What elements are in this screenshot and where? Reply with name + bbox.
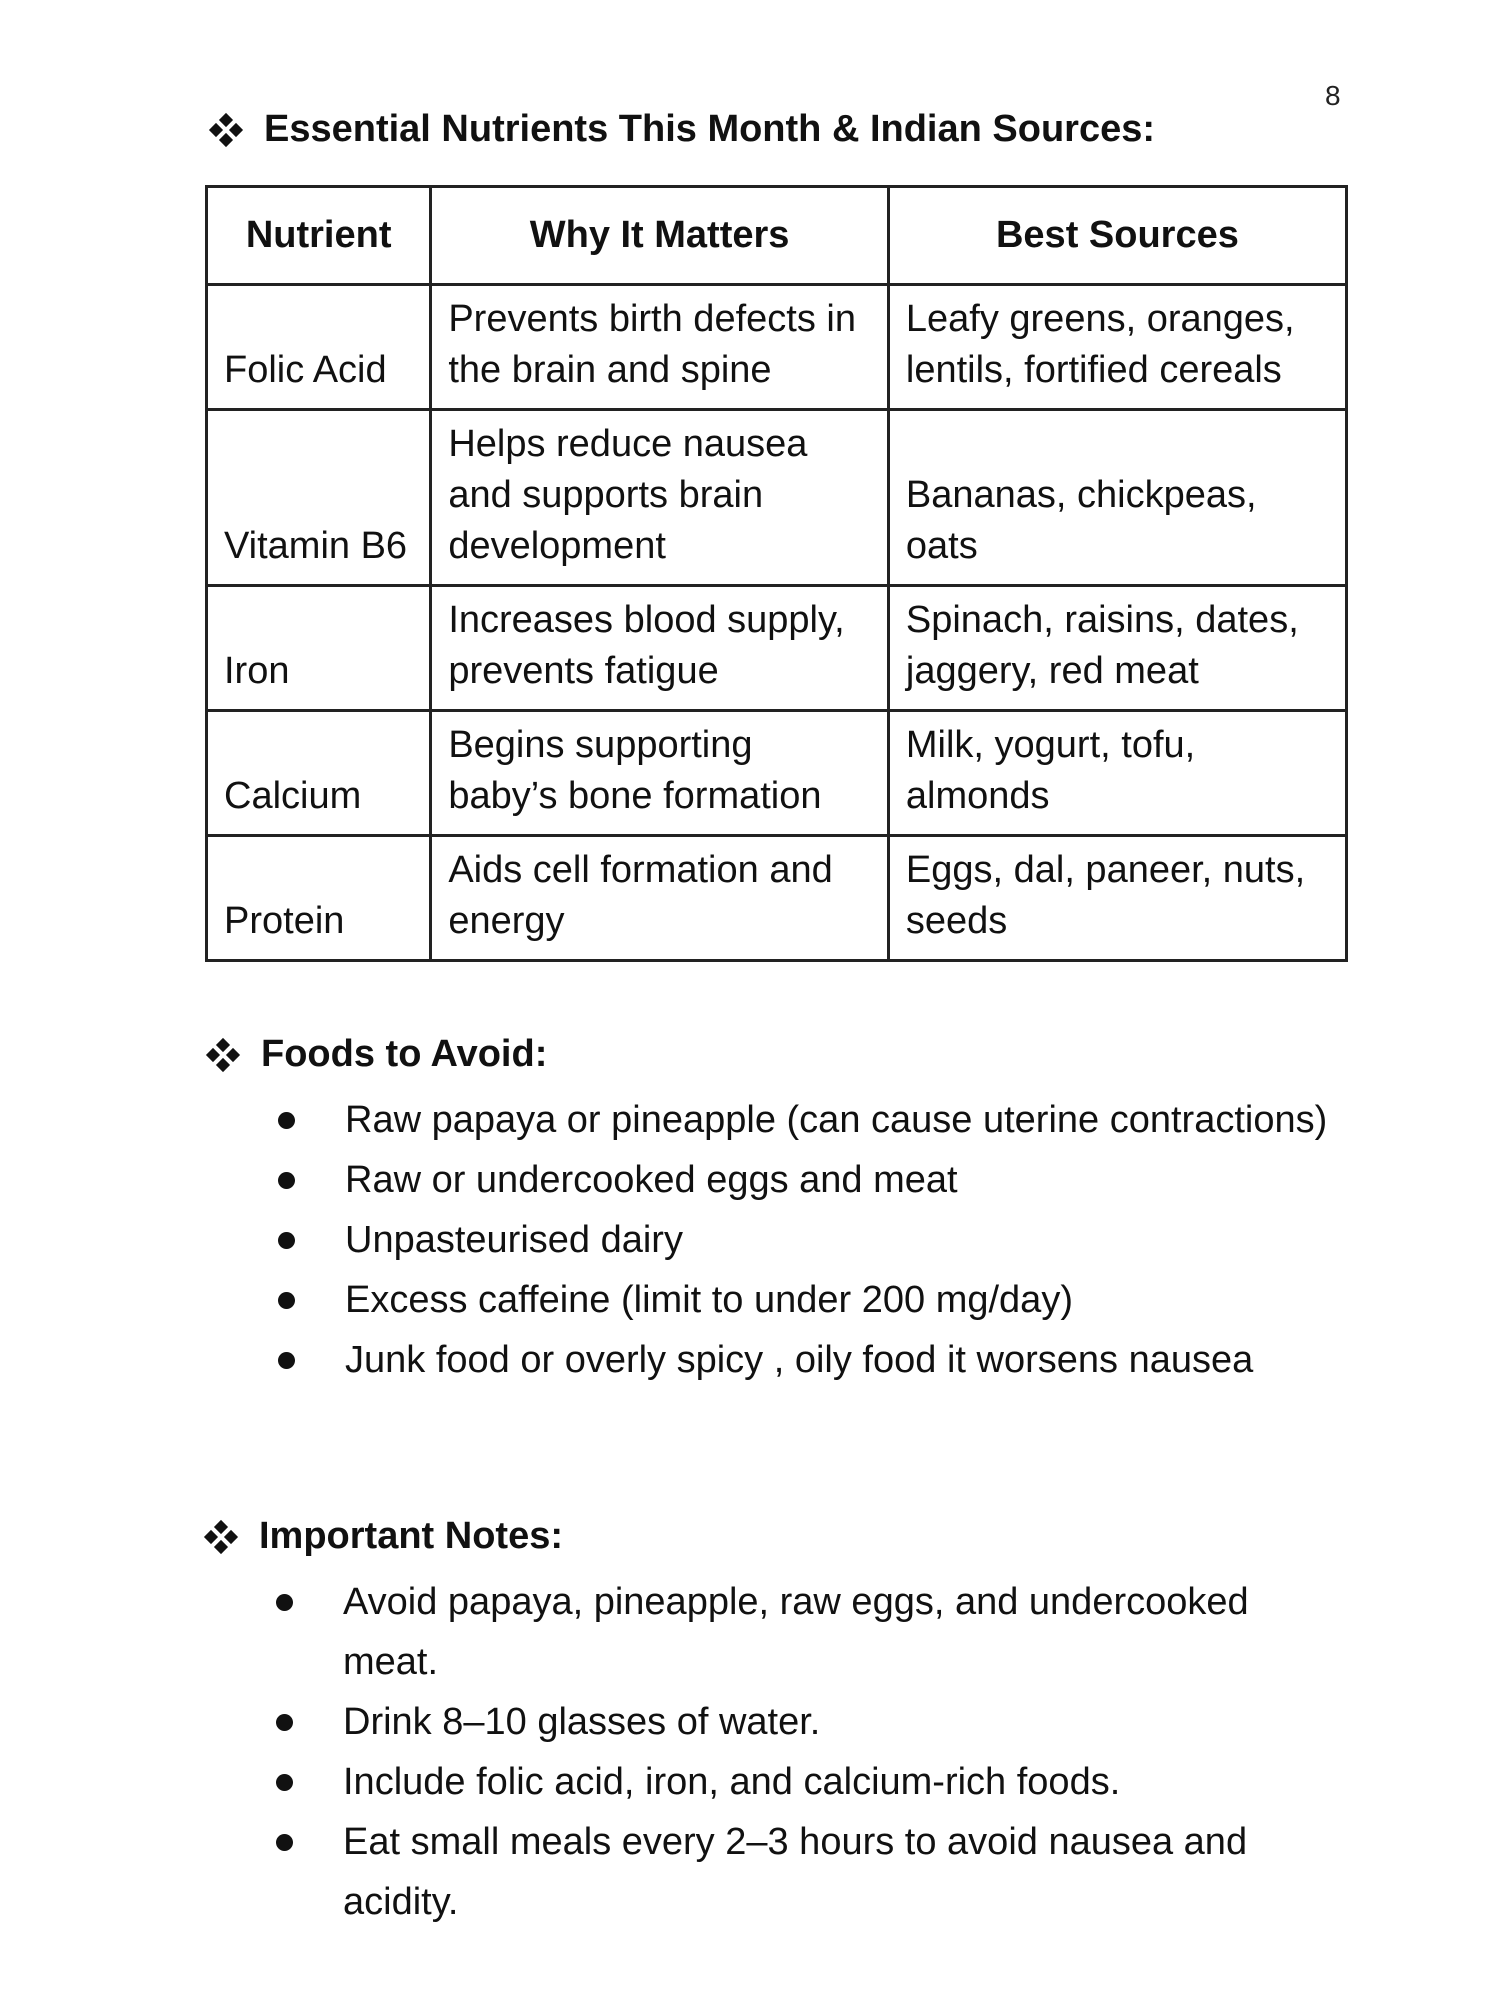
nutrient-cell: Vitamin B6 (207, 410, 431, 586)
why-cell: Increases blood supply, prevents fatigue (431, 586, 889, 711)
nutrients-heading (208, 108, 1155, 151)
table-row (207, 410, 1347, 586)
sources-cell: Bananas, chickpeas, oats (888, 410, 1346, 586)
avoid-heading (205, 1033, 547, 1076)
diamond-bullet-icon (205, 1037, 241, 1073)
bullet-dot-icon (278, 1292, 295, 1309)
avoid-list (270, 1090, 1340, 1390)
table-row (207, 285, 1347, 410)
sources-cell: Leafy greens, oranges, lentils, fortified cereals (888, 285, 1346, 410)
bullet-dot-icon (278, 1352, 295, 1369)
sources-cell: Milk, yogurt, tofu, almonds (888, 711, 1346, 836)
diamond-bullet-icon (208, 112, 244, 148)
avoid-heading-text: Foods to Avoid: (261, 1033, 548, 1075)
nutrient-cell: Iron (207, 586, 431, 711)
table-header-row (207, 187, 1347, 285)
table-row (207, 711, 1347, 836)
bullet-dot-icon (278, 1172, 295, 1189)
page-number: 8 (1325, 80, 1341, 111)
bullet-dot-icon (276, 1594, 293, 1611)
list-item: Include folic acid, iron, and calcium-rich foods. (268, 1752, 1338, 1812)
why-cell: Aids cell formation and energy (431, 836, 889, 961)
notes-list (268, 1572, 1338, 1932)
list-item: Junk food or overly spicy , oily food it worsens nausea (270, 1330, 1340, 1390)
nutrient-cell: Protein (207, 836, 431, 961)
table-row (207, 586, 1347, 711)
notes-heading-text: Important Notes: (259, 1515, 563, 1557)
notes-heading (203, 1515, 563, 1558)
bullet-dot-icon (276, 1834, 293, 1851)
nutrients-heading-text: Essential Nutrients This Month & Indian Sources: (264, 108, 1155, 150)
nutrient-cell: Folic Acid (207, 285, 431, 410)
list-item: Unpasteurised dairy (270, 1210, 1340, 1270)
why-cell: Prevents birth defects in the brain and spine (431, 285, 889, 410)
column-header-why: Why It Matters (431, 187, 889, 285)
list-item: Drink 8–10 glasses of water. (268, 1692, 1338, 1752)
bullet-dot-icon (276, 1714, 293, 1731)
list-item: Avoid papaya, pineapple, raw eggs, and undercooked meat. (268, 1572, 1338, 1692)
list-item: Raw papaya or pineapple (can cause uterine contractions) (270, 1090, 1340, 1150)
list-item: Raw or undercooked eggs and meat (270, 1150, 1340, 1210)
bullet-dot-icon (278, 1232, 295, 1249)
sources-cell: Eggs, dal, paneer, nuts, seeds (888, 836, 1346, 961)
sources-cell: Spinach, raisins, dates, jaggery, red meat (888, 586, 1346, 711)
diamond-bullet-icon (203, 1519, 239, 1555)
why-cell: Begins supporting baby’s bone formation (431, 711, 889, 836)
nutrients-table (205, 185, 1348, 962)
column-header-nutrient: Nutrient (207, 187, 431, 285)
list-item: Excess caffeine (limit to under 200 mg/day) (270, 1270, 1340, 1330)
list-item: Eat small meals every 2–3 hours to avoid nausea and acidity. (268, 1812, 1338, 1932)
column-header-sources: Best Sources (888, 187, 1346, 285)
bullet-dot-icon (276, 1774, 293, 1791)
nutrient-cell: Calcium (207, 711, 431, 836)
table-row (207, 836, 1347, 961)
bullet-dot-icon (278, 1112, 295, 1129)
why-cell: Helps reduce nausea and supports brain development (431, 410, 889, 586)
